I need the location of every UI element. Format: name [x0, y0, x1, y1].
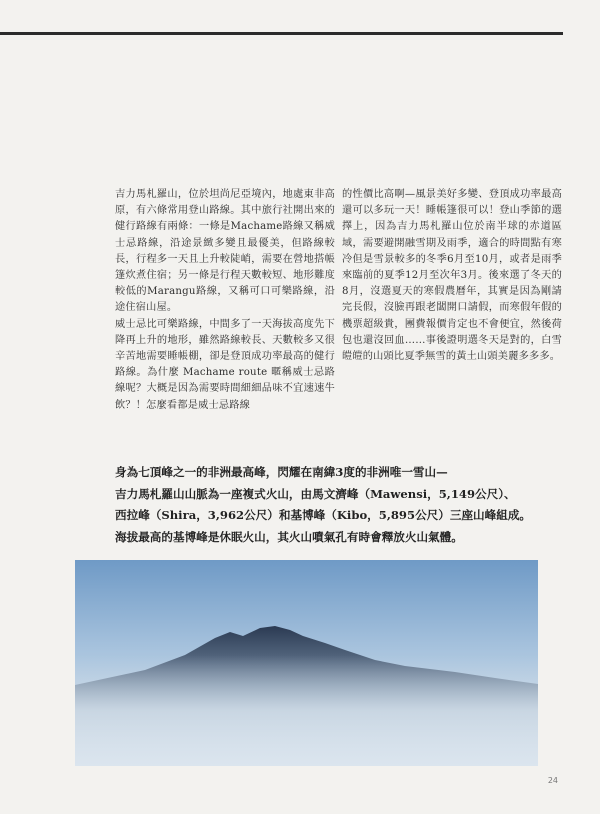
pull-quote-line: 西拉峰（Shira，3,962公尺）和基博峰（Kibo，5,895公尺）三座山峰組成。 [115, 508, 532, 522]
page-number: 24 [547, 776, 558, 785]
paragraph: 威士忌比可樂路線，中間多了一天海拔高度先下降再上升的地形，雖然路線較長、天數較多又很辛苦地需要睡帳棚，卻是登頂成功率最高的健行路線。為什麼 Machame route 暱稱威士忌路線呢？大概是因為需要時間細細品味不宜速速牛飲？！怎麼看都是威士忌路線 [115, 318, 335, 411]
article-right-column [342, 187, 562, 365]
kilimanjaro-photo [75, 560, 538, 766]
pull-quote-line: 身為七頂峰之一的非洲最高峰，閃耀在南緯3度的非洲唯一雪山— [115, 465, 448, 479]
paragraph: 吉力馬札羅山，位於坦尚尼亞境內，地處東非高原，有六條常用登山路線。其中旅行社開出來的健行路線有兩條：一條是Machame路線又稱威士忌路線，沿途景緻多變且最優美，但路線較長，行程多一天且上升較陡峭，需要在營地搭帳篷炊煮住宿；另一條是行程天數較短、地形難度較低的Marangu路線，又稱可口可樂路線，沿途住宿山屋。 [115, 189, 335, 314]
cloud-mist [75, 655, 538, 766]
mountain-photo-image [75, 560, 538, 766]
article-left-column [115, 187, 335, 414]
pull-quote-line: 吉力馬札羅山山脈為一座複式火山，由馬文濟峰（Mawensi，5,149公尺）、 [115, 486, 516, 501]
pull-quote [115, 462, 555, 548]
top-rule [0, 32, 563, 35]
paragraph: 的性價比高啊—風景美好多變、登頂成功率最高還可以多玩一天！睡帳篷很可以！登山季節的選擇上，因為吉力馬札羅山位於南半球的赤道區域，需要避開融雪期及雨季，適合的時間點有寒冷但是雪景較多的冬季6月至10月，或者是雨季來臨前的夏季12月至次年3月。後來選了冬天的8月，沒選夏天的寒假農曆年，其實是因為剛請完長假，沒臉再跟老闆開口請假，而寒假年假的機票超級貴，團費報價肯定也不會便宜，然後荷包也還沒回血……事後證明選冬天是對的，白雪皚皚的山頭比夏季無雪的黃土山頭美麗多多多。 [342, 189, 562, 363]
pull-quote-line: 海拔最高的基博峰是休眠火山，其火山噴氣孔有時會釋放火山氣體。 [115, 529, 463, 544]
